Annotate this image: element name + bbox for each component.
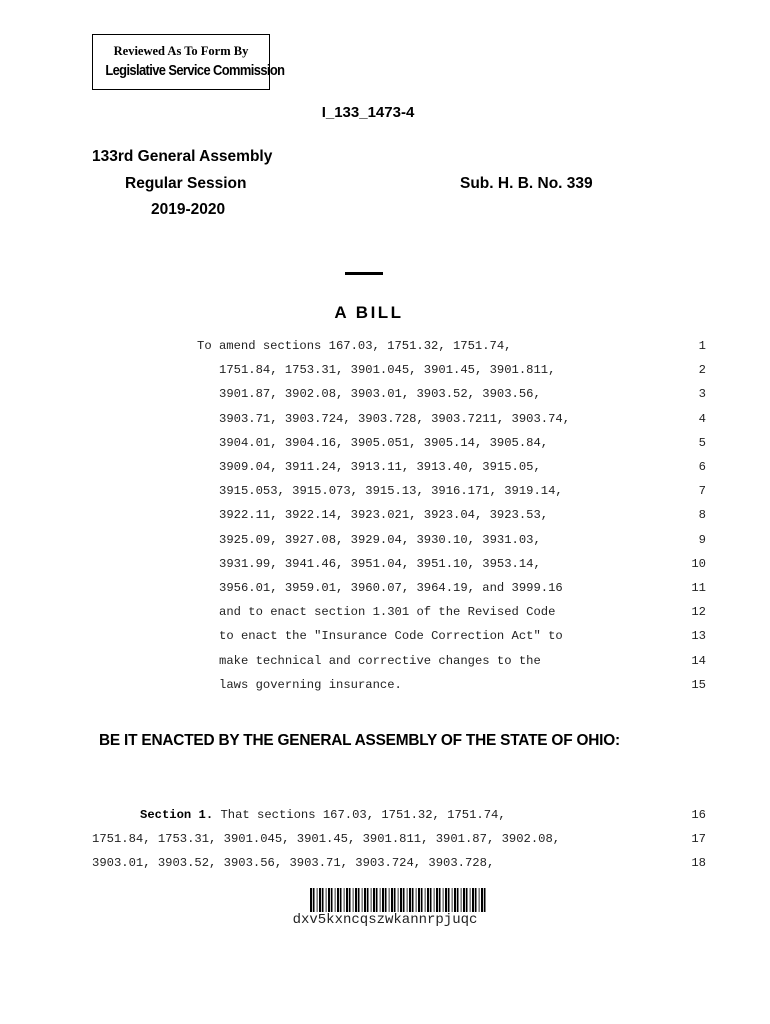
title-rule (345, 272, 383, 275)
session-years: 2019-2020 (151, 201, 226, 218)
barcode-image (310, 888, 486, 912)
line-number: 12 (691, 605, 706, 620)
barcode-text: dxv5kxncqszwkannrpjuqc (292, 912, 478, 928)
enacting-clause: BE IT ENACTED BY THE GENERAL ASSEMBLY OF THE STATE OF OHIO: (99, 732, 620, 749)
line-number: 17 (691, 832, 706, 846)
section-label: Section 1. (140, 808, 214, 822)
line-number: 9 (698, 532, 706, 547)
line-number: 7 (698, 484, 706, 499)
line-number: 5 (698, 435, 706, 450)
line-number: 3 (698, 387, 706, 402)
session-name: Regular Session (125, 175, 247, 192)
line-number: 14 (691, 653, 706, 668)
section-line: 3903.01, 3903.52, 3903.56, 3903.71, 3903.724, 3903.728, (92, 856, 495, 871)
preamble-line: 3904.01, 3904.16, 3905.051, 3905.14, 3905.84, (219, 435, 549, 450)
preamble-line: 3915.053, 3915.073, 3915.13, 3916.171, 3919.14, (219, 484, 563, 499)
line-number: 15 (691, 677, 706, 692)
bill-id: I_133_1473-4 (321, 104, 415, 121)
section-line: 1751.84, 1753.31, 3901.045, 3901.45, 3901.811, 3901.87, 3902.08, (92, 832, 561, 846)
preamble-line: make technical and corrective changes to the (219, 653, 541, 668)
line-number: 1 (698, 339, 706, 353)
line-number: 6 (698, 460, 706, 474)
preamble-line: 3925.09, 3927.08, 3929.04, 3930.10, 3931.03, (219, 532, 541, 547)
preamble-line: 3931.99, 3941.46, 3951.04, 3951.10, 3953.14, (219, 556, 541, 571)
preamble-line: 3922.11, 3922.14, 3923.021, 3923.04, 3923.53, (219, 508, 549, 523)
line-number: 11 (691, 581, 706, 595)
line-number: 2 (698, 363, 706, 378)
preamble-line: to enact the "Insurance Code Correction Act" to (219, 629, 563, 644)
bill-title: A BILL (334, 303, 404, 322)
line-number: 4 (698, 411, 706, 426)
preamble-line: 3909.04, 3911.24, 3913.11, 3913.40, 3915.05, (219, 460, 541, 474)
line-number: 18 (691, 856, 706, 871)
bill-number: Sub. H. B. No. 339 (460, 175, 593, 192)
line-number: 10 (691, 556, 706, 571)
section-first-line (140, 808, 506, 822)
review-stamp (92, 34, 285, 90)
preamble-line: 1751.84, 1753.31, 3901.045, 3901.45, 3901.811, (219, 363, 556, 378)
preamble-line: 3903.71, 3903.724, 3903.728, 3903.7211, 3903.74, (219, 411, 571, 426)
preamble-line: To amend sections 167.03, 1751.32, 1751.74, (197, 339, 512, 353)
section-first-text: That sections 167.03, 1751.32, 1751.74, (213, 808, 506, 822)
line-number: 16 (691, 808, 706, 822)
line-number: 13 (691, 629, 706, 644)
preamble-line: and to enact section 1.301 of the Revised Code (219, 605, 556, 620)
preamble-line: 3901.87, 3902.08, 3903.01, 3903.52, 3903.56, (219, 387, 541, 402)
preamble-line: 3956.01, 3959.01, 3960.07, 3964.19, and 3999.16 (219, 581, 563, 595)
stamp-line-2: Legislative Service Commission (105, 62, 285, 79)
line-number: 8 (698, 508, 706, 523)
assembly-name: 133rd General Assembly (92, 148, 273, 165)
stamp-line-1: Reviewed As To Form By (113, 44, 249, 58)
preamble-line: laws governing insurance. (219, 677, 402, 692)
